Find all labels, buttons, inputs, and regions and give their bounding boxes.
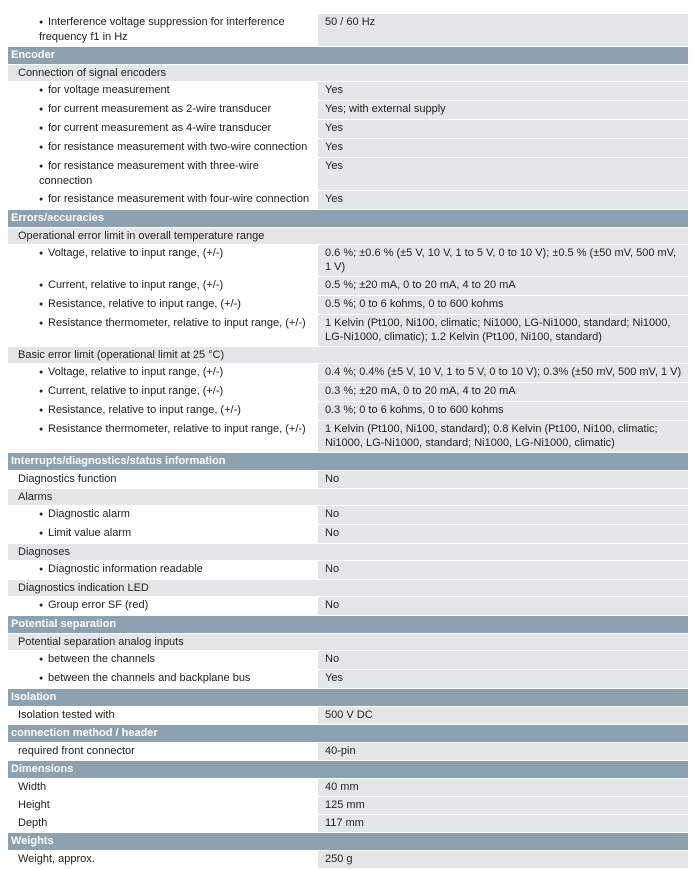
bullet-icon: ●: [39, 426, 44, 433]
spec-value: No: [318, 561, 688, 580]
spec-label-cell: [8, 779, 318, 797]
spec-value: 0.3 %; 0 to 6 kohms, 0 to 600 kohms: [318, 402, 688, 421]
bullet-icon: ●: [39, 106, 44, 113]
spec-label: between the channels: [48, 653, 156, 665]
spec-value: 117 mm: [318, 815, 688, 833]
spec-label: Voltage, relative to input range, (+/-): [48, 366, 224, 378]
section-header: Potential separation: [8, 616, 688, 634]
spec-label: Diagnostic alarm: [48, 508, 130, 520]
spec-label: between the channels and backplane bus: [48, 672, 251, 684]
spec-value: No: [318, 525, 688, 544]
spec-label-cell: [8, 315, 318, 347]
spec-label-cell: [8, 851, 318, 869]
spec-value: 0.5 %; 0 to 6 kohms, 0 to 600 kohms: [318, 296, 688, 315]
spec-row: [8, 315, 688, 347]
spec-value: No: [318, 651, 688, 670]
spec-label: Width: [18, 781, 47, 793]
spec-label-cell: [8, 815, 318, 833]
spec-row: [8, 402, 688, 421]
spec-row: [8, 851, 688, 869]
spec-label-cell: [8, 797, 318, 815]
spec-value: 40-pin: [318, 743, 688, 761]
spec-row: [8, 743, 688, 761]
spec-label-cell: [8, 120, 318, 139]
spec-label: Interference voltage suppression for interference frequency f1 in Hz: [39, 16, 285, 43]
spec-label: Depth: [18, 817, 48, 829]
spec-row: [8, 191, 688, 210]
spec-row: [8, 506, 688, 525]
bullet-icon: ●: [39, 530, 44, 537]
spec-label-cell: [8, 277, 318, 296]
bullet-icon: ●: [39, 388, 44, 395]
spec-sheet: [8, 14, 688, 869]
spec-row: [8, 383, 688, 402]
group-header: Potential separation analog inputs: [8, 634, 688, 651]
spec-label-cell: [8, 402, 318, 421]
spec-label-cell: [8, 383, 318, 402]
bullet-icon: ●: [39, 87, 44, 94]
bullet-icon: ●: [39, 511, 44, 518]
spec-value: 1 Kelvin (Pt100, Ni100, climatic; Ni1000, LG-Ni1000, standard; Ni1000, LG-Ni1000, climatic); 1.2 Kelvin (Pt100, Ni100, standard): [318, 315, 688, 347]
spec-value: 125 mm: [318, 797, 688, 815]
spec-value: Yes: [318, 670, 688, 689]
bullet-icon: ●: [39, 320, 44, 327]
spec-row: [8, 120, 688, 139]
spec-row: [8, 421, 688, 453]
spec-label: Resistance, relative to input range, (+/-): [48, 404, 241, 416]
spec-label: Group error SF (red): [48, 599, 149, 611]
spec-label: Weight, approx.: [18, 853, 95, 865]
spec-label: Diagnostic information readable: [48, 563, 203, 575]
spec-value: 500 V DC: [318, 707, 688, 725]
spec-value: No: [318, 506, 688, 525]
bullet-icon: ●: [39, 144, 44, 151]
spec-row: [8, 779, 688, 797]
bullet-icon: ●: [39, 656, 44, 663]
spec-value: Yes: [318, 191, 688, 210]
spec-label-cell: [8, 14, 318, 47]
spec-label: Resistance thermometer, relative to input range, (+/-): [48, 423, 306, 435]
section-header: Isolation: [8, 689, 688, 707]
spec-value: 0.3 %; ±20 mA, 0 to 20 mA, 4 to 20 mA: [318, 383, 688, 402]
section-header: connection method / header: [8, 725, 688, 743]
spec-label-cell: [8, 471, 318, 489]
group-header: Alarms: [8, 489, 688, 506]
group-header: Diagnostics indication LED: [8, 580, 688, 597]
bullet-icon: ●: [39, 566, 44, 573]
spec-label-cell: [8, 364, 318, 383]
spec-row: [8, 815, 688, 833]
spec-label: for resistance measurement with four-wire connection: [48, 193, 310, 205]
spec-row: [8, 245, 688, 277]
spec-label: for current measurement as 2-wire transducer: [48, 103, 272, 115]
spec-label: Isolation tested with: [18, 709, 115, 721]
spec-label-cell: [8, 525, 318, 544]
spec-label: Voltage, relative to input range, (+/-): [48, 247, 224, 259]
spec-row: [8, 296, 688, 315]
spec-value: 0.6 %; ±0.6 % (±5 V, 10 V, 1 to 5 V, 0 to 10 V); ±0.5 % (±50 mV, 500 mV, 1 V): [318, 245, 688, 277]
spec-label: Diagnostics function: [18, 473, 117, 485]
spec-row: [8, 797, 688, 815]
group-header: Connection of signal encoders: [8, 65, 688, 82]
spec-value: No: [318, 471, 688, 489]
spec-label-cell: [8, 296, 318, 315]
spec-value: No: [318, 597, 688, 616]
bullet-icon: ●: [39, 369, 44, 376]
spec-row: [8, 277, 688, 296]
spec-value: Yes; with external supply: [318, 101, 688, 120]
spec-label: Height: [18, 799, 50, 811]
spec-label: Limit value alarm: [48, 527, 132, 539]
spec-row: [8, 670, 688, 689]
spec-value: Yes: [318, 158, 688, 191]
spec-row: [8, 14, 688, 47]
spec-label-cell: [8, 82, 318, 101]
spec-value: 40 mm: [318, 779, 688, 797]
spec-label-cell: [8, 743, 318, 761]
spec-row: [8, 364, 688, 383]
spec-label-cell: [8, 245, 318, 277]
group-header: Basic error limit (operational limit at 25 °C): [8, 347, 688, 364]
section-header: Encoder: [8, 47, 688, 65]
spec-row: [8, 82, 688, 101]
bullet-icon: ●: [39, 301, 44, 308]
spec-value: 1 Kelvin (Pt100, Ni100, standard); 0.8 Kelvin (Pt100, Ni100, climatic; Ni1000, LG-Ni1000, standard; Ni1000, LG-Ni1000, climatic): [318, 421, 688, 453]
spec-row: [8, 707, 688, 725]
spec-label: Resistance thermometer, relative to input range, (+/-): [48, 317, 306, 329]
spec-label: for resistance measurement with two-wire connection: [48, 141, 308, 153]
bullet-icon: ●: [39, 19, 44, 26]
spec-label-cell: [8, 561, 318, 580]
section-header: Interrupts/diagnostics/status information: [8, 453, 688, 471]
spec-value: 250 g: [318, 851, 688, 869]
spec-row: [8, 651, 688, 670]
spec-label-cell: [8, 707, 318, 725]
bullet-icon: ●: [39, 407, 44, 414]
group-header: Diagnoses: [8, 544, 688, 561]
section-header: Errors/accuracies: [8, 210, 688, 228]
spec-label-cell: [8, 101, 318, 120]
spec-value: Yes: [318, 120, 688, 139]
spec-value: 0.4 %; 0.4% (±5 V, 10 V, 1 to 5 V, 0 to 10 V); 0.3% (±50 mV, 500 mV, 1 V): [318, 364, 688, 383]
section-header: Weights: [8, 833, 688, 851]
spec-row: [8, 597, 688, 616]
spec-label: for current measurement as 4-wire transducer: [48, 122, 272, 134]
bullet-icon: ●: [39, 602, 44, 609]
spec-label-cell: [8, 191, 318, 210]
spec-row: [8, 561, 688, 580]
spec-label: Resistance, relative to input range, (+/-): [48, 298, 241, 310]
section-header: Dimensions: [8, 761, 688, 779]
spec-label: for resistance measurement with three-wire connection: [39, 160, 259, 187]
spec-row: [8, 471, 688, 489]
spec-label-cell: [8, 670, 318, 689]
bullet-icon: ●: [39, 125, 44, 132]
spec-label: Current, relative to input range, (+/-): [48, 385, 224, 397]
spec-label-cell: [8, 651, 318, 670]
spec-label-cell: [8, 158, 318, 191]
spec-label-cell: [8, 139, 318, 158]
bullet-icon: ●: [39, 675, 44, 682]
spec-label: Current, relative to input range, (+/-): [48, 279, 224, 291]
spec-label-cell: [8, 597, 318, 616]
spec-value: Yes: [318, 82, 688, 101]
group-header: Operational error limit in overall temperature range: [8, 228, 688, 245]
spec-row: [8, 525, 688, 544]
bullet-icon: ●: [39, 282, 44, 289]
spec-value: 0.5 %; ±20 mA, 0 to 20 mA, 4 to 20 mA: [318, 277, 688, 296]
spec-label: for voltage measurement: [48, 84, 170, 96]
spec-row: [8, 158, 688, 191]
spec-row: [8, 101, 688, 120]
spec-label: required front connector: [18, 745, 135, 757]
spec-value: Yes: [318, 139, 688, 158]
bullet-icon: ●: [39, 163, 44, 170]
spec-row: [8, 139, 688, 158]
bullet-icon: ●: [39, 196, 44, 203]
spec-label-cell: [8, 421, 318, 453]
bullet-icon: ●: [39, 250, 44, 257]
spec-label-cell: [8, 506, 318, 525]
spec-value: 50 / 60 Hz: [318, 14, 688, 47]
